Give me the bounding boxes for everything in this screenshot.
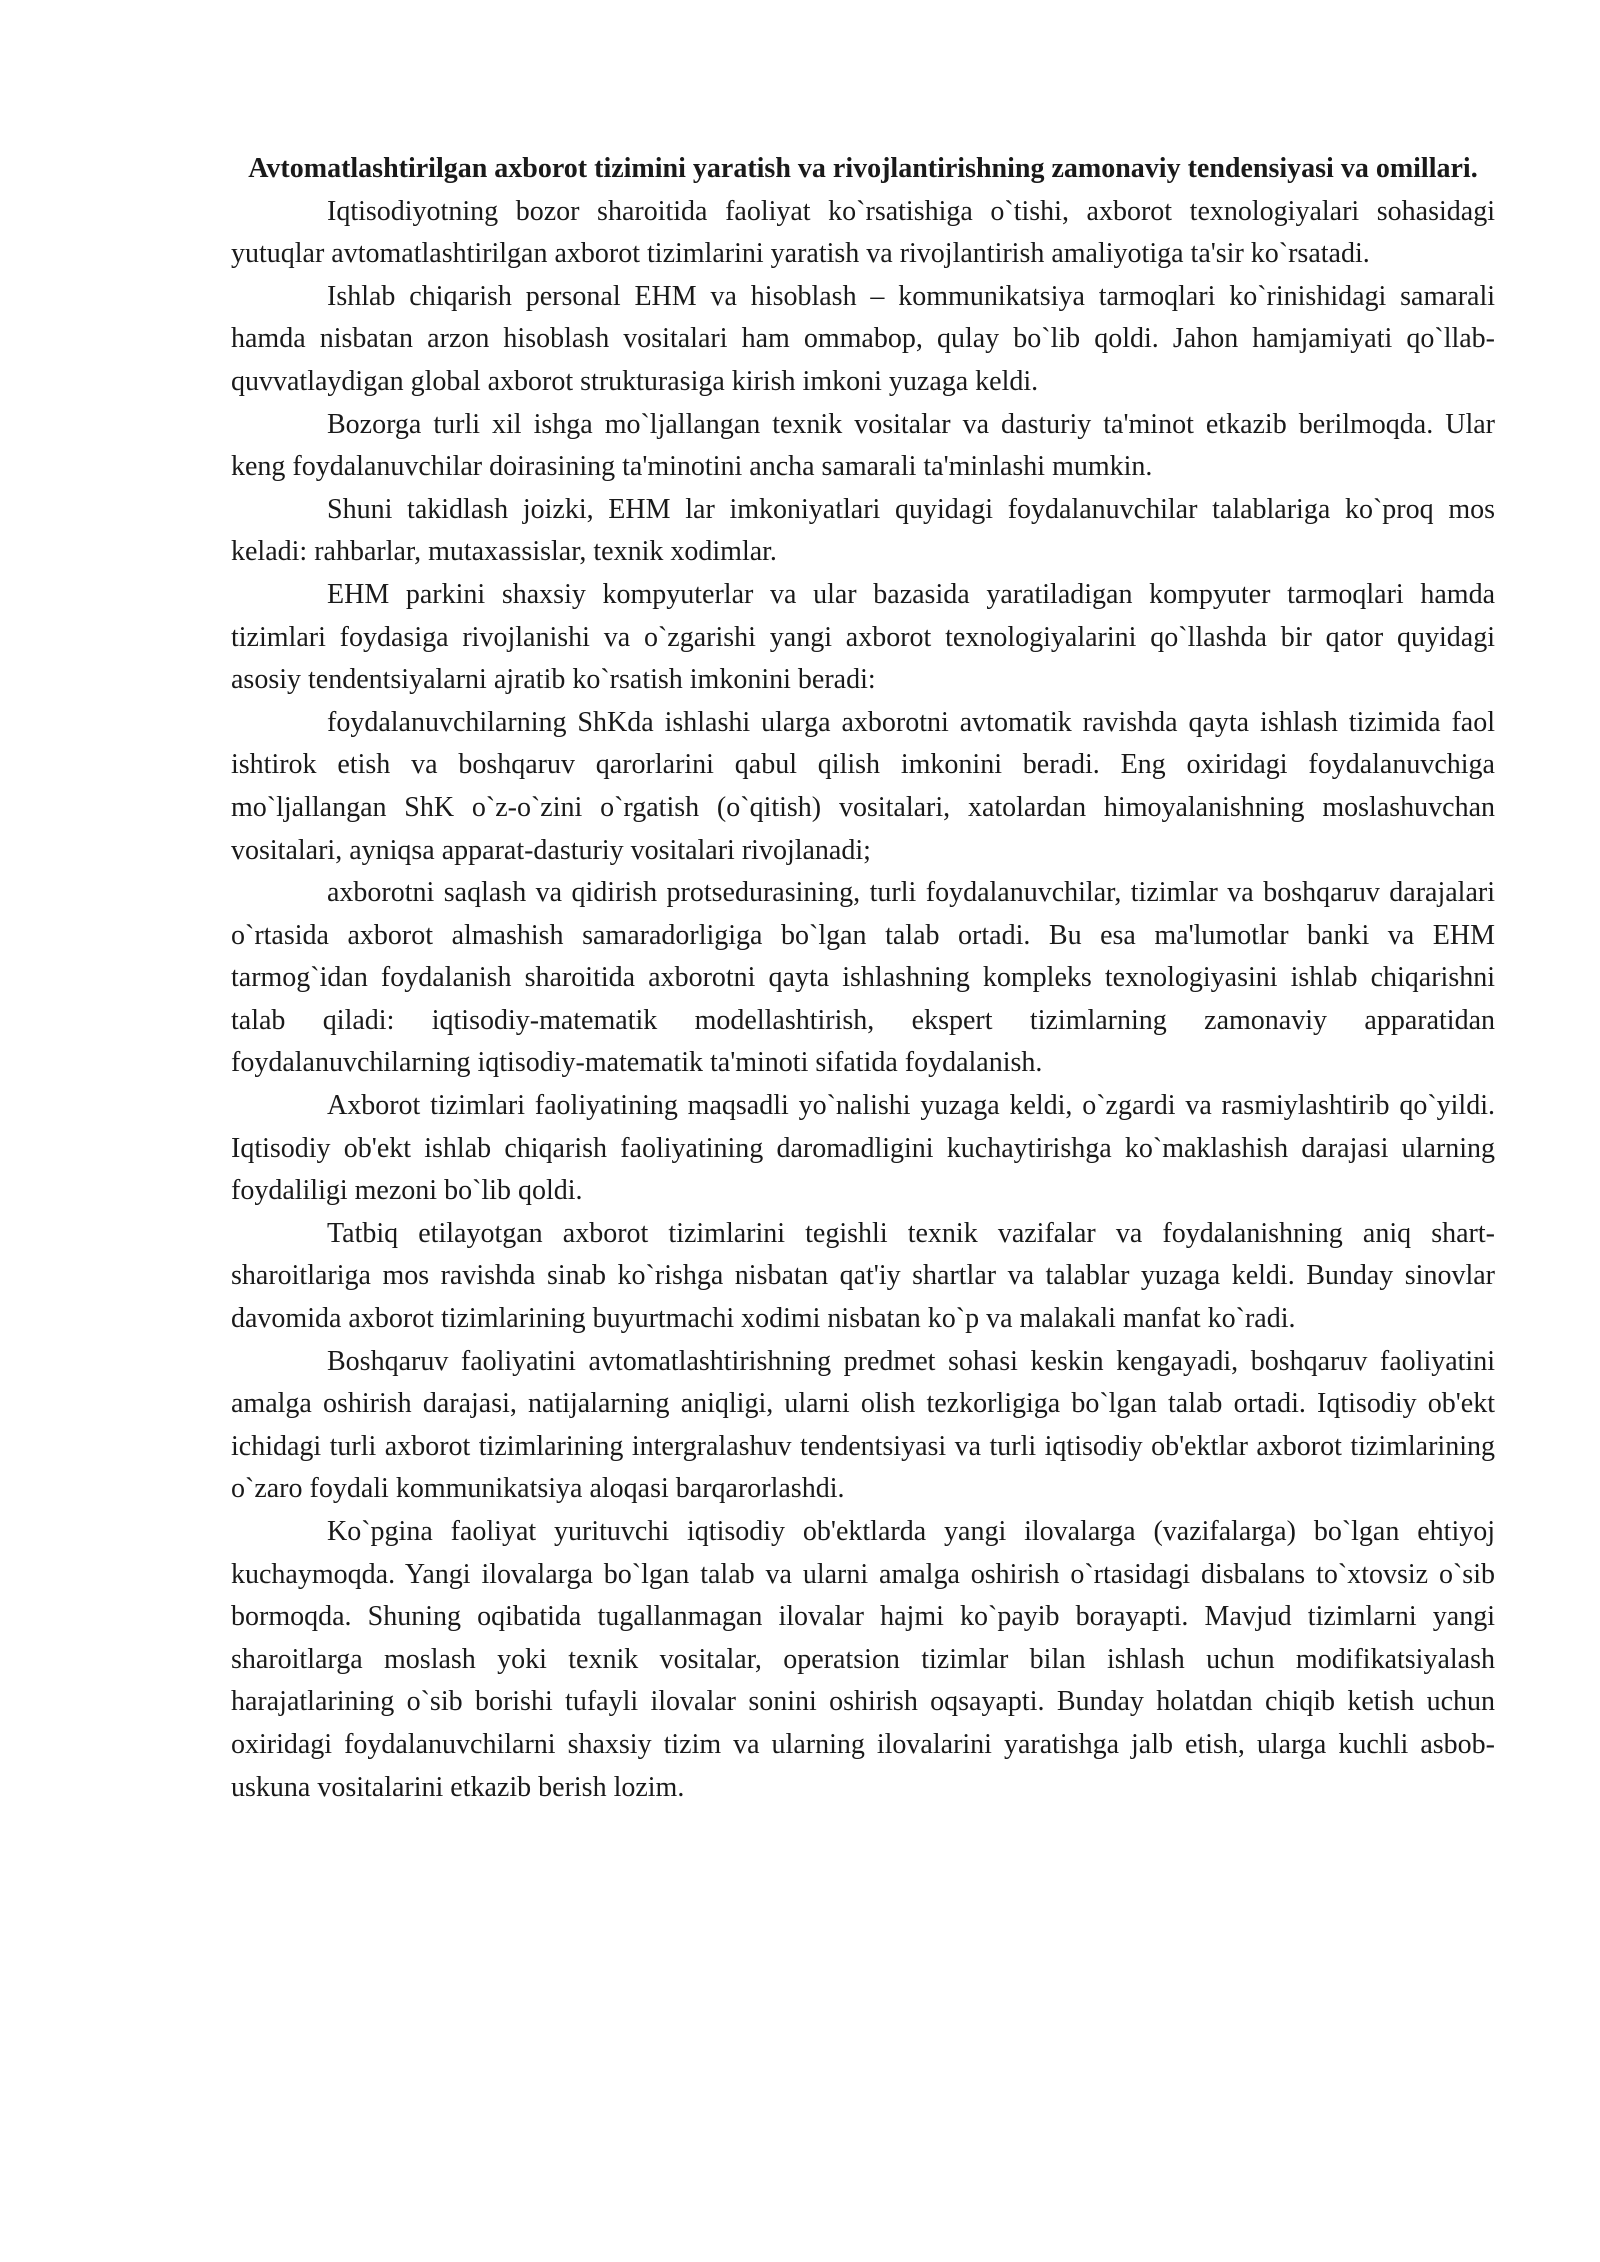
paragraph-9: Tatbiq etilayotgan axborot tizimlarini tegishli texnik vazifalar va foydalanishning aniq shart-sharoitlariga mos ravishda sinab ko`rishga nisbatan qat'iy shartlar va talablar yuzaga keldi. Bunday sinovlar davomida axborot tizimlarining buyurtmachi xodimi nisbatan ko`p va malakali manfat ko`radi.	[231, 1217, 1495, 1335]
document-page	[231, 148, 1495, 1809]
paragraph-2: Ishlab chiqarish personal EHM va hisoblash – kommunikatsiya tarmoqlari ko`rinishidagi samarali hamda nisbatan arzon hisoblash vositalari ham ommabop, qulay bo`lib qoldi. Jahon hamjamiyati qo`llab-quvvatlaydigan global axborot strukturasiga kirish imkoni yuzaga keldi.	[231, 280, 1495, 397]
paragraph-4: Shuni takidlash joizki, EHM lar imkoniyatlari quyidagi foydalanuvchilar talablariga ko`proq mos keladi: rahbarlar, mutaxassislar, texnik xodimlar.	[231, 493, 1495, 568]
document-title: Avtomatlashtirilgan axborot tizimini yaratish va rivojlantirishning zamonaviy tendensiyasi va omillari.	[248, 153, 1478, 184]
paragraph-7: axborotni saqlash va qidirish protsedurasining, turli foydalanuvchilar, tizimlar va boshqaruv darajalari o`rtasida axborot almashish samaradorligiga bo`lgan talab ortadi. Bu esa ma'lumotlar banki va EHM tarmog`idan foydalanish sharoitida axborotni qayta ishlashning kompleks texnologiyasini ishlab chiqarishni talab qiladi: iqtisodiy-matematik modellashtirish, ekspert tizimlarning zamonaviy apparatidan foydalanuvchilarning iqtisodiy-matematik ta'minoti sifatida foydalanish.	[231, 877, 1495, 1079]
paragraph-5: EHM parkini shaxsiy kompyuterlar va ular bazasida yaratiladigan kompyuter tarmoqlari hamda tizimlari foydasiga rivojlanishi va o`zgarishi yangi axborot texnologiyalarini qo`llashda bir qator quyidagi asosiy tendentsiyalarni ajratib ko`rsatish imkonini beradi:	[231, 578, 1495, 696]
paragraph-1: Iqtisodiyotning bozor sharoitida faoliyat ko`rsatishiga o`tishi, axborot texnologiyalari sohasidagi yutuqlar avtomatlashtirilgan axborot tizimlarini yaratish va rivojlantirish amaliyotiga ta'sir ko`rsatadi.	[231, 195, 1495, 270]
paragraph-3: Bozorga turli xil ishga mo`ljallangan texnik vositalar va dasturiy ta'minot etkazib berilmoqda. Ular keng foydalanuvchilar doirasining ta'minotini ancha samarali ta'minlashi mumkin.	[231, 408, 1495, 483]
paragraph-10: Boshqaruv faoliyatini avtomatlashtirishning predmet sohasi keskin kengayadi, boshqaruv faoliyatini amalga oshirish darajasi, natijalarning aniqligi, ularni olish tezkorligiga bo`lgan talab ortadi. Iqtisodiy ob'ekt ichidagi turli axborot tizimlarining intergralashuv tendentsiyasi va turli iqtisodiy ob'ektlar axborot tizimlarining o`zaro foydali kommunikatsiya aloqasi barqarorlashdi.	[231, 1345, 1495, 1505]
paragraph-11: Ko`pgina faoliyat yurituvchi iqtisodiy ob'ektlarda yangi ilovalarga (vazifalarga) bo`lgan ehtiyoj kuchaymoqda. Yangi ilovalarga bo`lgan talab va ularni amalga oshirish o`rtasidagi disbalans to`xtovsiz o`sib bormoqda. Shuning oqibatida tugallanmagan ilovalar hajmi ko`payib borayapti. Mavjud tizimlarni yangi sharoitlarga moslash yoki texnik vositalar, operatsion tizimlar bilan ishlash uchun modifikatsiyalash harajatlarining o`sib borishi tufayli ilovalar sonini oshirish oqsayapti. Bunday holatdan chiqib ketish uchun oxiridagi foydalanuvchilarni shaxsiy tizim va ularning ilovalarini yaratishga jalb etish, ularga kuchli asbob-uskuna vositalarini etkazib berish lozim.	[231, 1516, 1495, 1803]
paragraph-6: foydalanuvchilarning ShKda ishlashi ularga axborotni avtomatik ravishda qayta ishlash tizimida faol ishtirok etish va boshqaruv qarorlarini qabul qilish imkonini beradi. Eng oxiridagi foydalanuvchiga mo`ljallangan ShK o`z-o`zini o`rgatish (o`qitish) vositalari, xatolardan himoyalanishning moslashuvchan vositalari, ayniqsa apparat-dasturiy vositalari rivojlanadi;	[231, 706, 1495, 866]
paragraph-8: Axborot tizimlari faoliyatining maqsadli yo`nalishi yuzaga keldi, o`zgardi va rasmiylashtirib qo`yildi. Iqtisodiy ob'ekt ishlab chiqarish faoliyatining daromadligini kuchaytirishga ko`maklashish darajasi ularning foydaliligi mezoni bo`lib qoldi.	[231, 1090, 1495, 1207]
